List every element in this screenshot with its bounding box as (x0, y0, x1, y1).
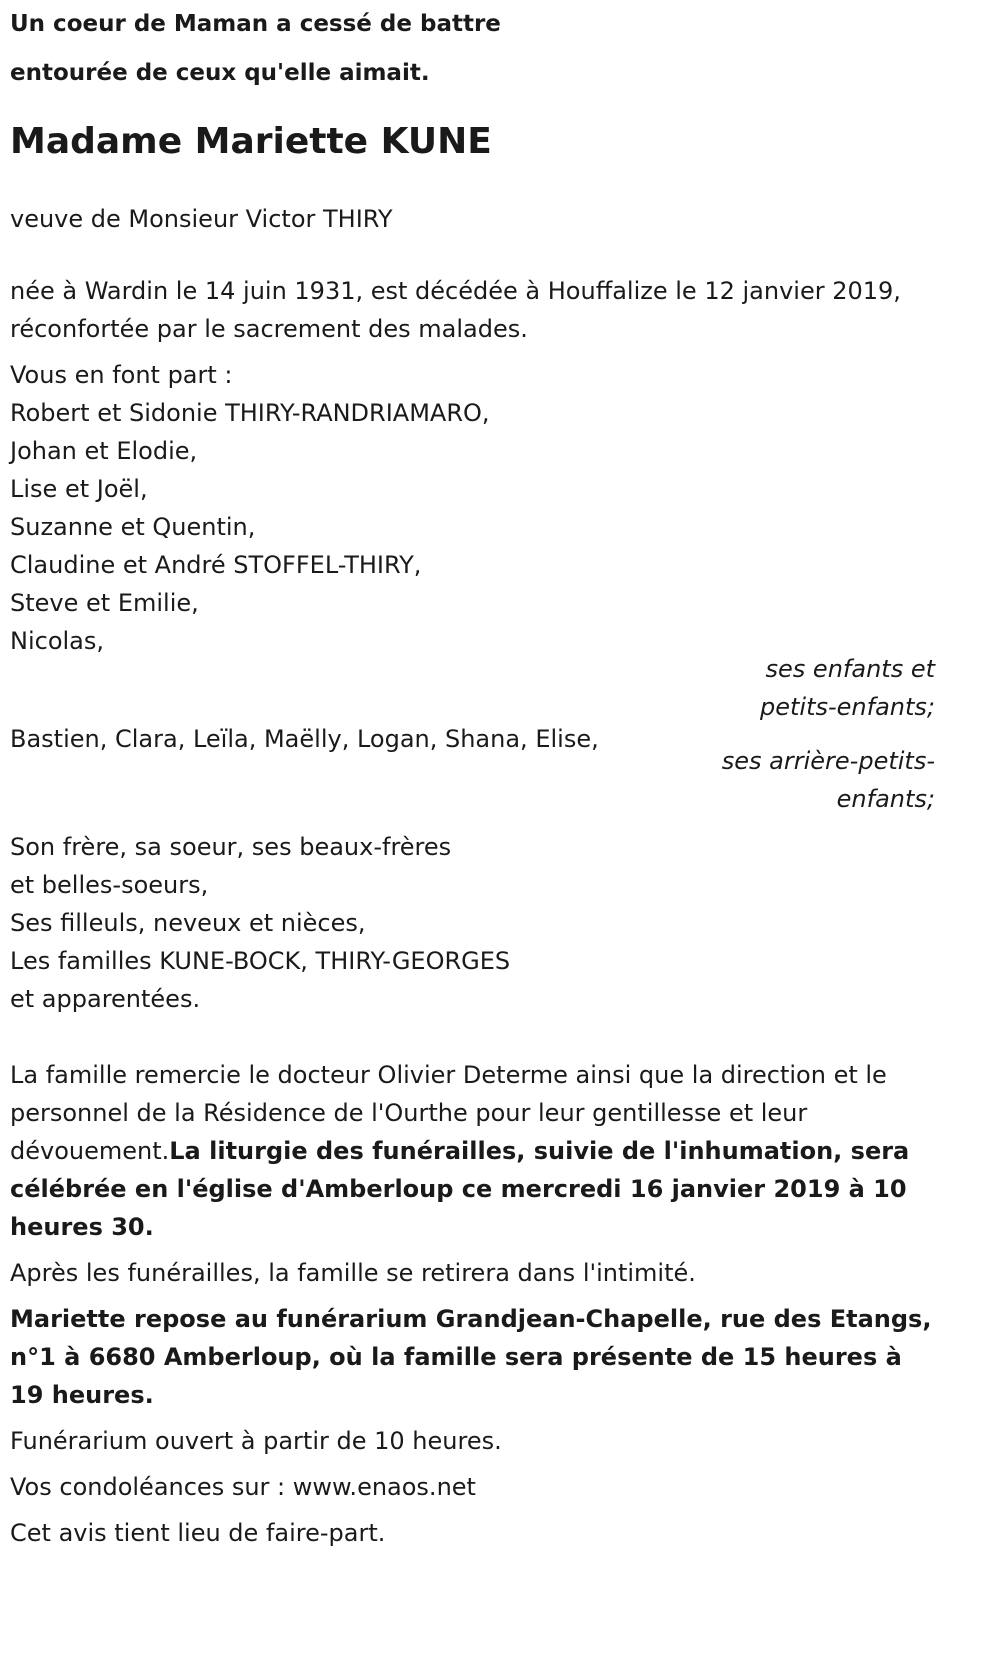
great-grandchildren: Bastien, Clara, Leïla, Maëlly, Logan, Shana, Elise, (10, 725, 599, 753)
family-entry: Son frère, sa soeur, ses beaux-frères (10, 833, 452, 861)
resting-place: Mariette repose au funérarium Grandjean-Chapelle, rue des Etangs, n°1 à 6680 Amberloup, où la famille sera présente de 15 heures à 19 heures. (10, 1305, 932, 1409)
intro-line-1: Un coeur de Maman a cessé de battre (10, 11, 501, 37)
condolences: Vos condoléances sur : www.enaos.net (10, 1473, 476, 1501)
child-entry: Steve et Emilie, (10, 589, 199, 617)
children-role-line-2: petits-enfants; (760, 693, 935, 721)
liturgy-text: La liturgie des funérailles, suivie de l'inhumation, sera célébrée en l'église d'Amberloup ce mercredi 16 janvier 2019 à 10 heures 30. (10, 1137, 910, 1241)
funeral-home-hours: Funérarium ouvert à partir de 10 heures. (10, 1427, 502, 1455)
family-entry: Les familles KUNE-BOCK, THIRY-GEORGES (10, 947, 511, 975)
birth-death-line-1: née à Wardin le 14 juin 1931, est décédée à Houffalize le 12 janvier 2019, (10, 277, 901, 305)
announcers-heading: Vous en font part : (10, 361, 233, 389)
great-grandchildren-role-line-1: ses arrière-petits- (721, 747, 935, 775)
widow-of: veuve de Monsieur Victor THIRY (10, 205, 393, 233)
thanks-text: La famille remercie le docteur Olivier Determe ainsi que la direction et le personnel de la Résidence de l'Ourthe pour leur gentillesse et leur dévouement. (10, 1061, 887, 1165)
intro-line-2: entourée de ceux qu'elle aimait. (10, 60, 430, 86)
family-entry: Ses filleuls, neveux et nièces, (10, 909, 366, 937)
obituary-content (10, 0, 935, 1552)
children-role-line-1: ses enfants et (765, 655, 935, 683)
family-entry: et apparentées. (10, 985, 201, 1013)
child-entry: Robert et Sidonie THIRY-RANDRIAMARO, (10, 399, 490, 427)
extended-family (10, 828, 935, 1018)
family-entry: et belles-soeurs, (10, 871, 209, 899)
thanks-paragraph (10, 1056, 935, 1246)
child-entry: Suzanne et Quentin, (10, 513, 256, 541)
child-entry: Nicolas, (10, 627, 105, 655)
child-entry: Johan et Elodie, (10, 437, 198, 465)
notice: Cet avis tient lieu de faire-part. (10, 1519, 386, 1547)
birth-death-line-2: réconfortée par le sacrement des malades. (10, 315, 528, 343)
child-entry: Claudine et André STOFFEL-THIRY, (10, 551, 422, 579)
intro-text (10, 0, 935, 98)
great-grandchildren-role-line-2: enfants; (836, 785, 935, 813)
birth-death-text (10, 272, 935, 348)
after-funeral: Après les funérailles, la famille se retirera dans l'intimité. (10, 1259, 696, 1287)
deceased-name: Madame Mariette KUNE (10, 121, 492, 162)
child-entry: Lise et Joël, (10, 475, 148, 503)
announcers-children (10, 356, 935, 660)
children-role (10, 650, 935, 726)
